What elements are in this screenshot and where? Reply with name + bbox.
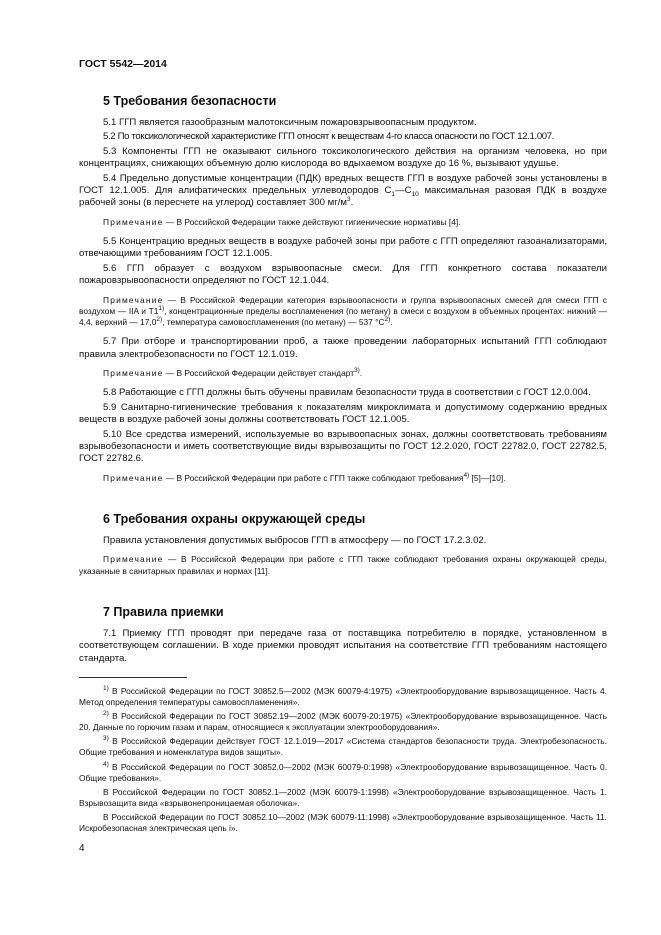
footnote-mark-1: 1) bbox=[103, 685, 109, 693]
footnote-divider bbox=[79, 677, 187, 678]
note-label: Примечание bbox=[103, 472, 164, 483]
note-3-text: — В Российской Федерации действует стандарт bbox=[163, 368, 355, 379]
footnote-ref-2a: 2) bbox=[156, 316, 163, 324]
note-1-text: — В Российской Федерации также действуют гигиенические нормативы [4]. bbox=[163, 216, 461, 227]
para-5-4-dash: —C bbox=[395, 185, 412, 197]
para-5-6: 5.6 ГГП образует с воздухом взрывоопасные смеси. Для ГГП конкретного состава показатели пожаровзрывоопасности определяют по ГОСТ 12.1.044. bbox=[79, 262, 607, 287]
note-2-text-c: , температура самовоспламенения (по метану) — 537 °C bbox=[162, 317, 385, 328]
note-2-text-b: , концентрационные пределы воспламенения (по метану) в смеси с воздухом в объемных процентах: нижний — 4,4, верхний — 17,0 bbox=[79, 305, 607, 328]
para-5-3: 5.3 Компоненты ГГП не оказывают сильного токсикологического действия на организм человека, но при концентрациях, снижающих объемную долю кислорода во вдыхаемом воздухе до 16 %, вызывают удушье. bbox=[79, 145, 607, 170]
footnote-1 bbox=[79, 686, 607, 708]
note-1 bbox=[79, 217, 607, 228]
footnote-ref-1: 1) bbox=[158, 305, 165, 313]
para-5-4-end: . bbox=[350, 197, 354, 209]
footnote-mark-4: 4) bbox=[103, 760, 109, 768]
para-5-5: 5.5 Концентрацию вредных веществ в воздухе рабочей зоны при работе с ГГП определяют газоанализаторами, отвечающими требованиям ГОСТ 12.1.005. bbox=[79, 236, 607, 260]
note-4-text-a: — В Российской Федерации при работе с ГГП также соблюдают требования bbox=[163, 472, 464, 483]
footnote-3-text: В Российской Федерации действует ГОСТ 12.1.019—2017 «Система стандартов безопасности труда. Электробезопасность. Общие требования и номенклатура видов защиты». bbox=[79, 736, 607, 758]
footnote-2-text: В Российской Федерации по ГОСТ 30852.19—2002 (МЭК 60079-20:1975) «Электрооборудование взрывозащищенное. Часть 20. Данные по горючим газам и парам, относящиеся к эксплуатации электрооборудования». bbox=[79, 711, 607, 733]
note-2 bbox=[79, 295, 607, 329]
note-label: Примечание bbox=[103, 368, 164, 379]
footnotes bbox=[79, 686, 607, 834]
para-6-1: Правила установления допустимых выбросов ГГП в атмосферу — по ГОСТ 17.2.3.02. bbox=[103, 534, 487, 546]
note-2-text-a: — В Российской Федерации категория взрывоопасности и группа взрывоопасных смесей для смеси ГГП с воздухом — IIA и T1 bbox=[79, 294, 607, 316]
subscript-c1: 1 bbox=[391, 190, 396, 198]
footnote-1-text: В Российской Федерации по ГОСТ 30852.5—2002 (МЭК 60079-4:1975) «Электрооборудование взрывозащищенное. Часть 4. Метод определения температуры самовоспламенения». bbox=[79, 685, 607, 708]
subscript-c10: 10 bbox=[411, 190, 419, 198]
note-3-end: . bbox=[359, 368, 363, 379]
para-5-2: 5.2 По токсикологической характеристике ГГП относят к веществам 4-го класса опасности по ГОСТ 12.1.007. bbox=[103, 131, 555, 143]
superscript-3: 3 bbox=[346, 196, 351, 204]
section-6-title: 6 Требования охраны окружающей среды bbox=[103, 511, 366, 526]
para-5-1: 5.1 ГГП является газообразным малотоксичным пожаровзрывоопасным продуктом. bbox=[103, 117, 477, 128]
para-5-4 bbox=[79, 173, 607, 210]
para-5-4-text-a: 5.4 Предельно допустимые концентрации (ПДК) вредных веществ ГГП в воздухе рабочей зоны установлены в ГОСТ 12.1.005. Для алифатических предельных углеводородов C bbox=[79, 172, 607, 197]
para-5-4-text-b: максимальная разовая ПДК в воздухе рабочей зоны (в пересчете на углерод) составляет 300 мг/м bbox=[79, 185, 608, 209]
standard-header: ГОСТ 5542—2014 bbox=[79, 58, 167, 70]
note-label: Примечание bbox=[103, 294, 164, 305]
footnote-4-cont-1: В Российской Федерации по ГОСТ 30852.1—2002 (МЭК 60079-1:1998) «Электрооборудование взрывозащищенное. Часть 1. Взрывозащита вида «взрывонепроницаемая оболочка». bbox=[79, 786, 607, 808]
footnote-mark-2: 2) bbox=[103, 710, 109, 718]
section-5-title: 5 Требования безопасности bbox=[103, 94, 277, 108]
para-5-9: 5.9 Санитарно-гигиенические требования к показателям микроклимата и допустимому содержанию вредных веществ в воздухе рабочей зоны должны соответствовать ГОСТ 12.1.005. bbox=[79, 401, 607, 426]
note-label: Примечание bbox=[103, 216, 164, 227]
footnote-4-text: В Российской Федерации по ГОСТ 30852.0—2002 (МЭК 60079-0:1998) «Электрооборудование взрывозащищенное. Часть 0. Общие требования». bbox=[79, 761, 607, 783]
para-5-10: 5.10 Все средства измерений, используемые во взрывоопасных зонах, должны соответствовать требованиям взрывобезопасности и иметь соответствующие виды взрывозащиты по ГОСТ 12.2.020, ГОСТ 22782.0, ГОСТ 22782.5, ГОСТ 22782.6. bbox=[79, 428, 607, 465]
note-4 bbox=[79, 473, 607, 484]
note-6 bbox=[79, 554, 607, 576]
footnote-ref-3: 3) bbox=[354, 367, 360, 375]
page-number: 4 bbox=[79, 843, 85, 854]
footnote-4 bbox=[79, 762, 607, 784]
footnote-2 bbox=[79, 711, 607, 733]
footnote-ref-2b: 2) bbox=[384, 316, 391, 324]
section-7-title: 7 Правила приемки bbox=[103, 604, 224, 619]
document-body bbox=[79, 88, 607, 837]
note-label: Примечание bbox=[103, 554, 164, 565]
note-4-text-b: [5]—[10]. bbox=[469, 472, 506, 483]
para-7-1: 7.1 Приемку ГГП проводят при передаче газа от поставщика потребителю в порядке, установленном в соответствующем соглашении. В ходе приемки проводят испытания на соответствие ГГП требованиям настоящего стандарта. bbox=[79, 627, 607, 664]
note-6-text: — В Российской Федерации при работе с ГГП также соблюдают требования охраны окружающей среды, указанные в санитарных правилах и нормах [11]. bbox=[79, 554, 607, 576]
spacer bbox=[79, 585, 607, 599]
spacer bbox=[79, 492, 607, 506]
footnote-mark-3: 3) bbox=[103, 735, 109, 743]
footnote-ref-4: 4) bbox=[463, 471, 470, 479]
para-5-8: 5.8 Работающие с ГГП должны быть обучены правилам безопасности труда в соответствии с ГОСТ 12.0.004. bbox=[103, 387, 591, 399]
para-5-7: 5.7 При отборе и транспортировании проб, а также проведении лабораторных испытаний ГГП соблюдают правила электробезопасности по ГОСТ 12.1.019. bbox=[79, 336, 607, 360]
footnote-4-cont-2: В Российской Федерации по ГОСТ 30852.10—2002 (МЭК 60079-11:1998) «Электрооборудование взрывозащищенное. Часть 11. Искробезопасная электрическая цепь i». bbox=[79, 811, 607, 833]
note-2-end: . bbox=[390, 317, 393, 328]
footnote-3 bbox=[79, 736, 607, 758]
note-3 bbox=[79, 368, 607, 379]
